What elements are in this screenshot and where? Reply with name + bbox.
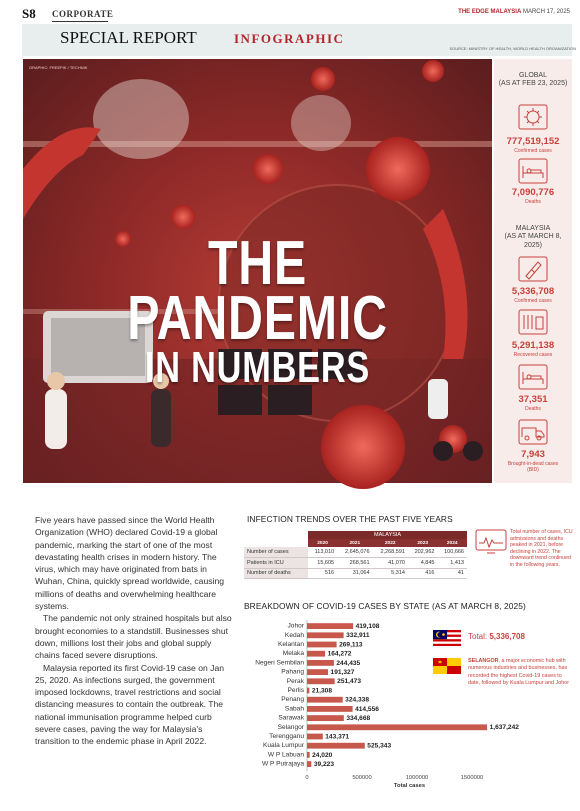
virus-icon (518, 104, 548, 130)
state-label: Sarawak (278, 714, 304, 722)
hospital-bed-icon (518, 158, 548, 184)
state-label: Johor (287, 622, 304, 630)
table-cell: 2,645,076 (337, 547, 372, 558)
hero-illustration (23, 59, 492, 483)
bar-value-label: 525,343 (367, 742, 392, 750)
section-name: CORPORATE (52, 9, 114, 19)
table-cell: 113,010 (308, 547, 337, 558)
page-number: S8 (22, 6, 36, 21)
vaccine-icon (518, 309, 548, 335)
selangor-description: , a major economic hub with numerous industries and businesses, has recorded the highest Covid-19 cases to date, followed by Kuala Lumpur and Johor (468, 658, 569, 687)
masthead (458, 9, 570, 15)
total-cases (468, 632, 525, 641)
state-bar (307, 632, 344, 638)
malaysia-recovered-label: Recovered cases (513, 352, 553, 358)
source-note: SOURCE: MINISTRY OF HEALTH, WORLD HEALTH ORGANIZATION (449, 46, 576, 51)
table-cell: 2,268,591 (373, 547, 408, 558)
state-bar (307, 678, 335, 684)
malaysia-date: (AS AT MARCH 8, 2025) (504, 233, 562, 249)
state-label: Kuala Lumpur (262, 742, 304, 750)
table-cell: 1,413 (437, 558, 467, 569)
hero-title-line-2: PANDEMIC (127, 284, 388, 353)
state-bar (307, 761, 311, 767)
trends-country-row (244, 531, 467, 539)
trends-country: MALAYSIA (308, 531, 467, 539)
global-deaths-label: Deaths (525, 199, 541, 205)
x-tick-label: 500000 (352, 775, 372, 782)
stats-panel (494, 59, 572, 483)
bar-value-label: 39,223 (313, 761, 334, 768)
malaysia-deaths-label: Deaths (525, 406, 541, 412)
trend-monitor-icon (475, 529, 507, 555)
table-cell: 5,314 (373, 568, 408, 579)
malaysia-deaths-value: 37,351 (518, 394, 548, 405)
bar-value-label: 1,637,242 (489, 724, 519, 732)
trends-table (244, 531, 467, 579)
year-header: 2022 (373, 539, 408, 547)
global-confirmed-value: 777,519,152 (506, 136, 560, 147)
state-label: W P Putrajaya (261, 760, 304, 768)
selangor-name: SELANGOR (468, 658, 499, 664)
breakdown-heading: BREAKDOWN OF COVID-19 CASES BY STATE (AS AT MARCH 8, 2025) (244, 601, 526, 611)
state-label: Pahang (281, 668, 304, 676)
x-tick-label: 1500000 (460, 775, 484, 782)
bed-icon (518, 364, 548, 390)
malaysia-bid-label: Brought-in-dead cases (BID) (507, 461, 559, 473)
infographic-label: INFOGRAPHIC (234, 31, 345, 46)
article-body (35, 514, 235, 748)
malaysia-bid-value: 7,943 (521, 449, 545, 460)
bar-value-label: 24,020 (312, 751, 333, 759)
table-row (244, 568, 467, 579)
section-rule (52, 21, 108, 22)
state-bar (307, 651, 325, 657)
state-bar (307, 623, 353, 629)
global-confirmed-label: Confirmed cases (514, 148, 552, 154)
table-row (244, 547, 467, 558)
issue-date: MARCH 17, 2025 (522, 9, 570, 15)
year-header: 2020 (308, 539, 337, 547)
state-bar (307, 752, 310, 758)
article-paragraph-3: Malaysia reported its first Covid-19 case on Jan 25, 2020. As infections surged, the government imposed lockdowns, travel restrictions and social distancing measures to contain the outbreak. The national immunisation programme helped curb severe cases, paving the way for Malaysia's transition to the endemic phase in April 2022. (35, 662, 225, 747)
state-label: Kedah (284, 631, 304, 639)
state-bar (307, 660, 334, 666)
row-label: Number of deaths (244, 568, 308, 579)
selangor-note (468, 658, 574, 688)
bar-value-label: 414,556 (355, 705, 379, 713)
x-tick-label: 0 (305, 775, 309, 782)
hero-title-line-1: THE (207, 229, 308, 298)
bar-value-label: 191,327 (330, 669, 355, 676)
bar-value-label: 143,371 (325, 733, 350, 741)
malaysia-recovered-value: 5,291,138 (511, 340, 555, 351)
table-cell: 202,962 (408, 547, 438, 558)
malaysia-confirmed-value: 5,336,708 (511, 286, 555, 297)
state-label: Perak (286, 677, 304, 685)
graphic-credit: GRAPHIC: FREEPIK / TECHNIK (29, 65, 88, 70)
global-heading: GLOBAL (518, 72, 547, 79)
trends-heading: INFECTION TRENDS OVER THE PAST FIVE YEARS (247, 514, 453, 524)
state-bar (307, 697, 343, 703)
trends-year-row (244, 539, 467, 547)
x-tick-label: 1000000 (405, 775, 429, 782)
state-label: Melaka (282, 650, 304, 658)
trends-note: Total number of cases, ICU admissions and deaths peaked in 2021, before declining in 2022. The downward trend continued in the following years. (510, 529, 573, 568)
state-bar (307, 724, 487, 730)
table-cell: 15,605 (308, 558, 337, 569)
table-row (244, 558, 467, 569)
state-bar (307, 706, 353, 712)
malaysia-heading: MALAYSIA (515, 225, 551, 232)
bar-value-label: 324,338 (345, 696, 370, 704)
table-cell: 41 (437, 568, 467, 579)
malaysia-confirmed-label: Confirmed cases (514, 298, 552, 304)
bar-value-label: 251,473 (337, 678, 362, 686)
bar-value-label: 419,108 (355, 623, 380, 630)
state-bar (307, 734, 323, 740)
table-cell: 268,561 (337, 558, 372, 569)
table-cell: 100,666 (437, 547, 467, 558)
state-bar (307, 642, 337, 648)
total-value: 5,336,708 (489, 632, 525, 641)
total-label: Total: (468, 632, 488, 641)
year-header: 2024 (437, 539, 467, 547)
article-paragraph-1: Five years have passed since the World Health Organization (WHO) declared Covid-19 a global pandemic, marking the start of one of the most devastating health crises in modern history. The virus, which may have originated from bats in Wuhan, China, quickly spread worldwide, causing millions of deaths and overwhelming healthcare systems. (35, 515, 225, 612)
table-cell: 416 (408, 568, 438, 579)
state-label: Terengganu (269, 733, 304, 740)
table-cell: 31,064 (337, 568, 372, 579)
state-label: Selangor (277, 723, 304, 731)
state-bar (307, 743, 365, 749)
article-paragraph-2: The pandemic not only strained hospitals but also brought economies to a standstill. Businesses shut down, millions lost their jobs and global supply chains faced severe disruptions. (35, 613, 232, 661)
page-header (0, 0, 580, 22)
table-cell: 516 (308, 568, 337, 579)
table-cell: 4,845 (408, 558, 438, 569)
year-header: 2021 (337, 539, 372, 547)
special-report-label: SPECIAL REPORT (60, 28, 197, 47)
state-bar (307, 715, 344, 721)
global-deaths-value: 7,090,776 (511, 187, 555, 198)
x-axis-label: Total cases (393, 783, 426, 790)
bar-value-label: 164,272 (327, 650, 352, 658)
state-label: Perlis (287, 687, 304, 694)
ambulance-icon (518, 419, 548, 445)
hero-title-line-3: IN NUMBERS (144, 343, 371, 392)
state-bar (307, 688, 309, 694)
bar-value-label: 244,435 (336, 659, 361, 667)
state-label: Sabah (284, 705, 304, 713)
state-label: Negeri Sembilan (255, 659, 304, 667)
publication-name: THE EDGE MALAYSIA (458, 9, 522, 15)
table-cell: 41,070 (373, 558, 408, 569)
state-label: W P Labuan (267, 751, 304, 759)
test-kit-icon (518, 256, 548, 282)
row-label: Patients in ICU (244, 558, 308, 569)
selangor-flag-icon (433, 658, 461, 674)
global-date: (AS AT FEB 23, 2025) (498, 80, 568, 87)
bar-value-label: 332,911 (346, 632, 370, 640)
year-header: 2023 (408, 539, 438, 547)
state-label: Kelantan (277, 641, 304, 648)
bar-value-label: 21,308 (311, 687, 333, 695)
state-label: Penang (281, 696, 304, 704)
bar-value-label: 269,113 (339, 641, 363, 649)
bar-value-label: 334,668 (346, 715, 371, 722)
row-label: Number of cases (244, 547, 308, 558)
malaysia-flag-icon (433, 630, 461, 646)
state-bar (307, 669, 328, 675)
